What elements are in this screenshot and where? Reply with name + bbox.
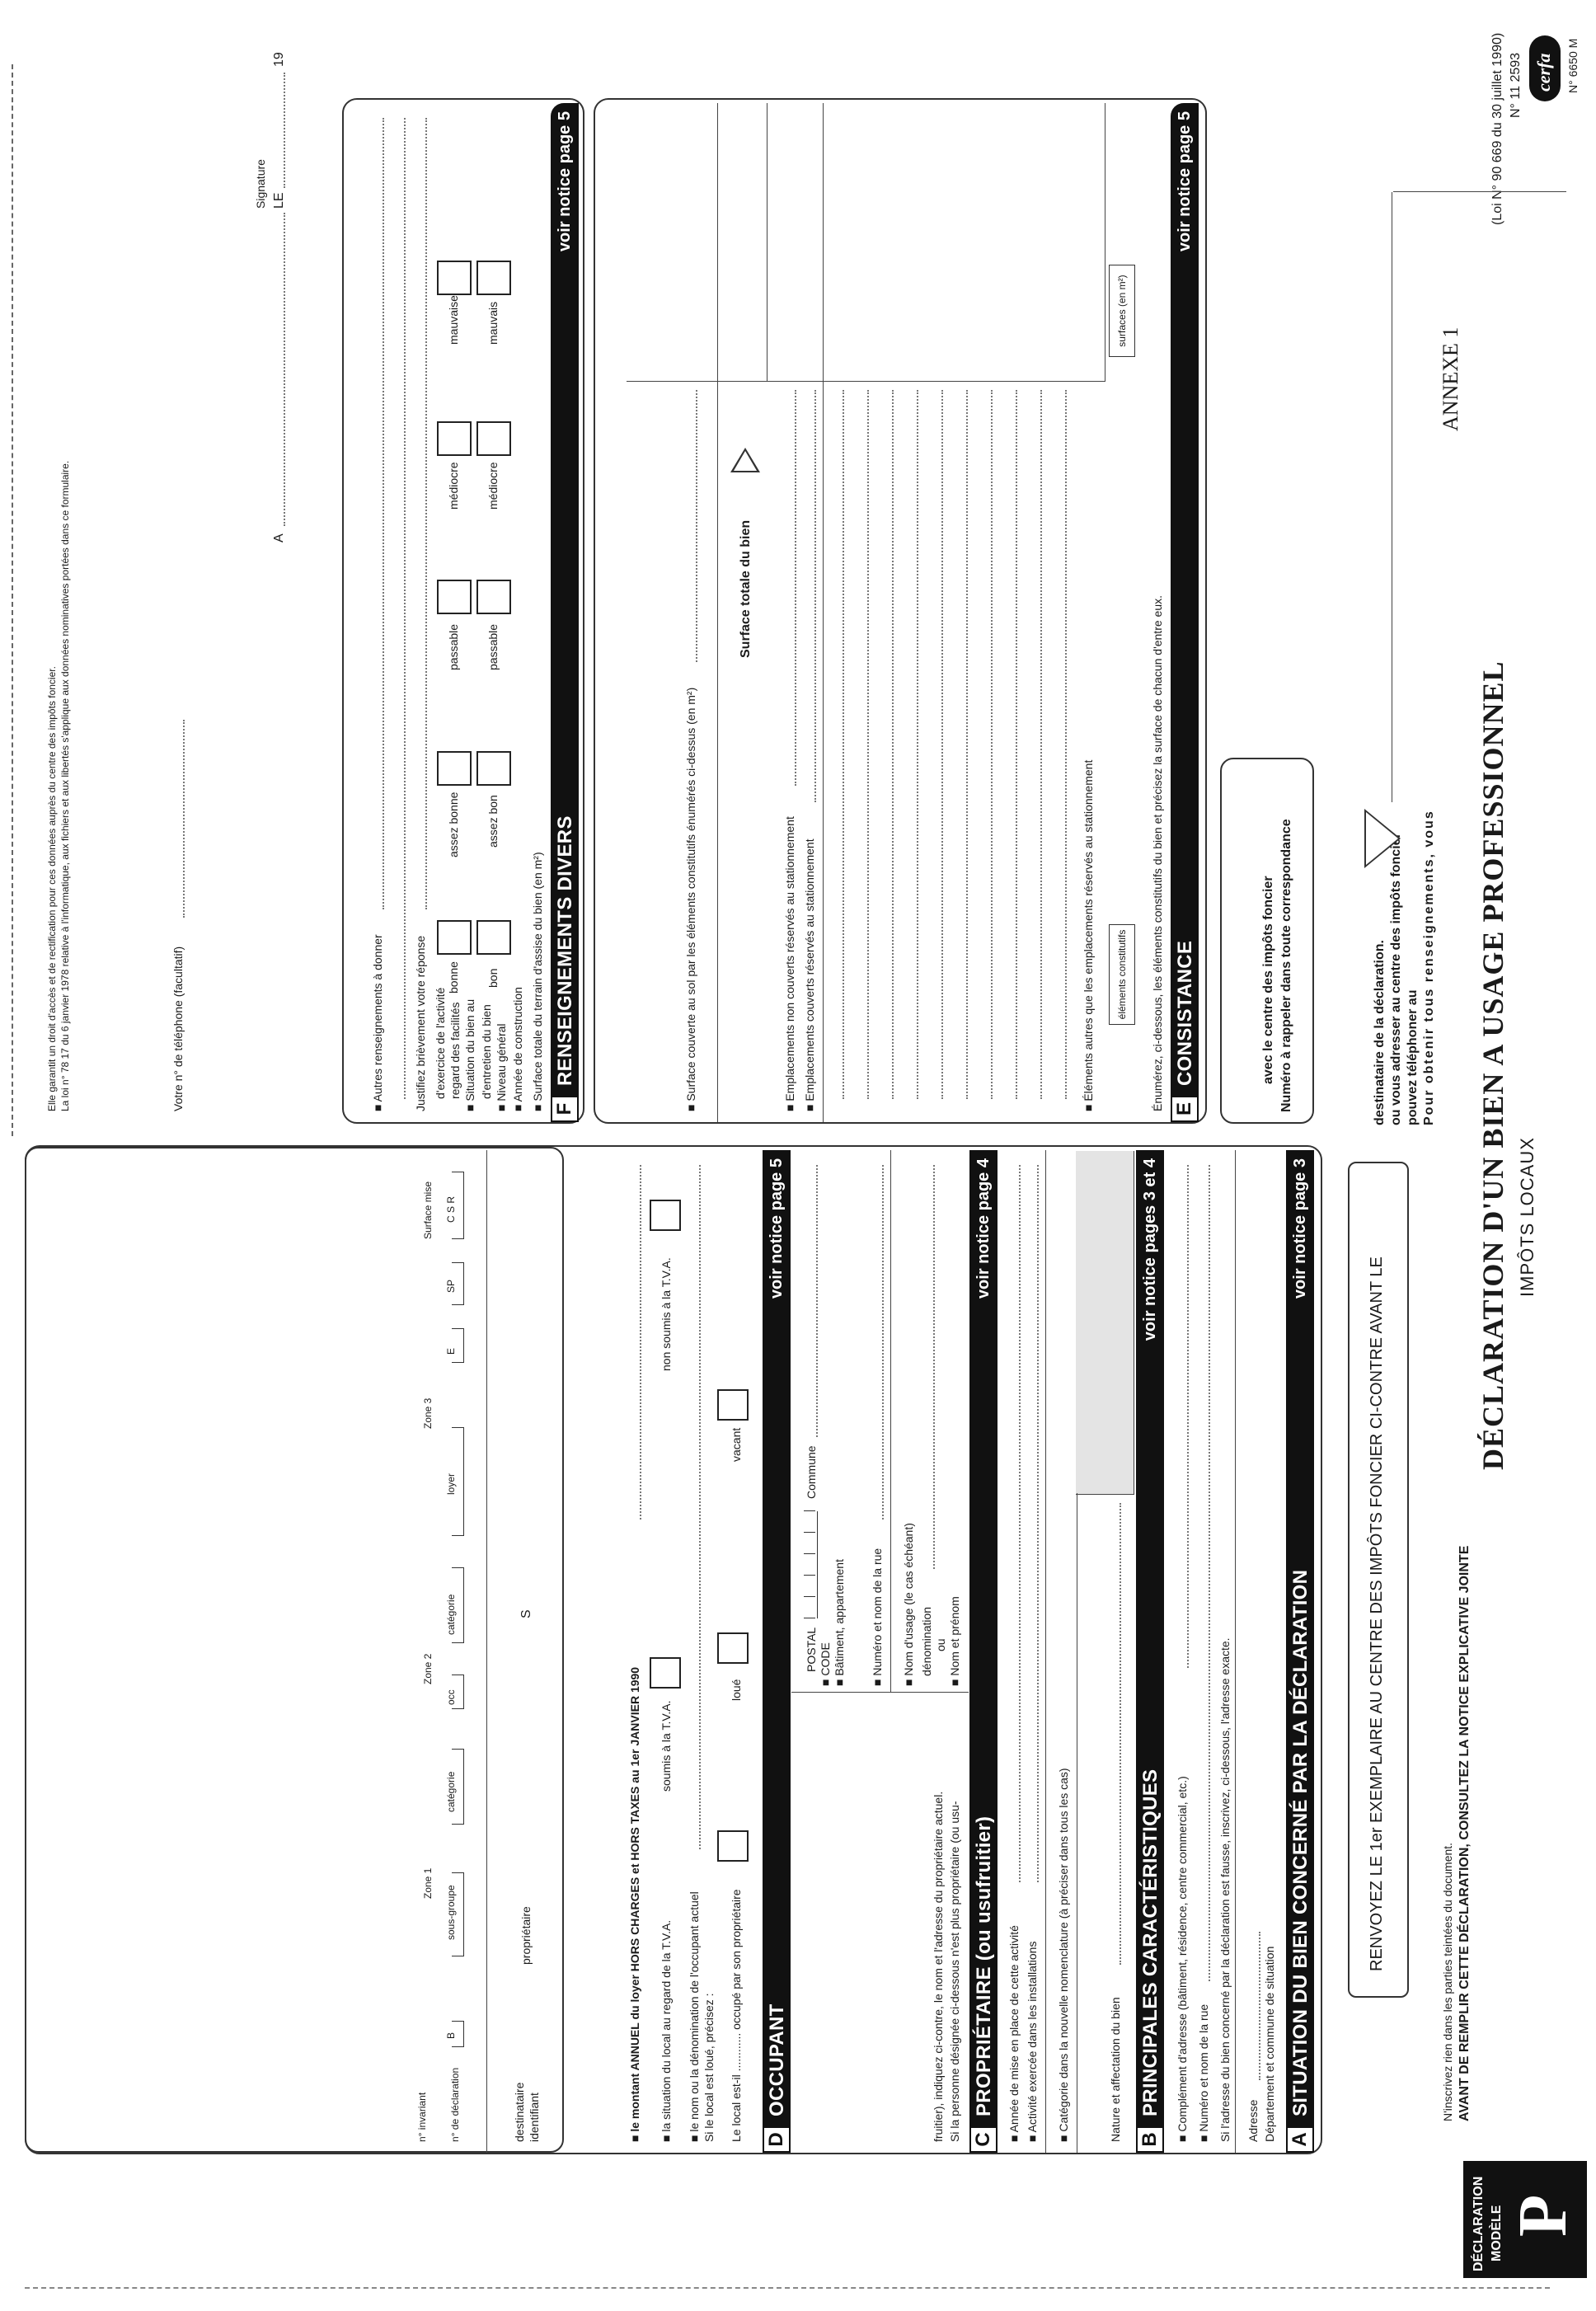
- id-loyer-field[interactable]: [452, 1427, 464, 1536]
- signature-year: 19: [272, 52, 286, 67]
- c-name-field[interactable]: [933, 1165, 935, 1569]
- f-r2-fair-checkbox[interactable]: [437, 580, 472, 614]
- e-instruction: Énumérez, ci-dessous, les éléments constitutifs du bien et précisez la surface de chacun d'entre eux.: [1151, 594, 1164, 1111]
- id-label-l2: destinataire: [513, 2082, 526, 2142]
- e-surfaces-header: surfaces (en m²): [1109, 265, 1135, 357]
- id-zone2-label: Zone 2: [422, 1653, 434, 1684]
- f-justify-field-2[interactable]: [404, 118, 406, 1099]
- section-a-letter: A: [1286, 2126, 1314, 2153]
- e-ground-surface-label: ■ Surface couverte au sol par les éléments constitutifs énumérés ci-dessus (en m²): [684, 687, 697, 1111]
- signature-label: Signature: [254, 159, 267, 209]
- section-f-letter: F: [551, 1096, 579, 1122]
- signature-date-label: LE: [272, 192, 286, 209]
- e-element-row-5[interactable]: [966, 390, 968, 1099]
- section-b-title: PRINCIPALES CARACTÉRISTIQUES: [1139, 1768, 1162, 2116]
- section-e-letter: E: [1171, 1096, 1199, 1122]
- f-r1-fair-checkbox[interactable]: [476, 580, 511, 614]
- c-commune-field[interactable]: [816, 1165, 818, 1437]
- id-label-l1: identifiant: [528, 2093, 541, 2142]
- f-other-info-label: ■ Autres renseignements à donner: [371, 934, 384, 1111]
- e-covered-parking-label: ■ Emplacements couverts réservés au stationnement: [803, 838, 816, 1111]
- c-street-label: ■ Numéro et nom de la rue: [871, 1548, 884, 1686]
- logo-line1: DÉCLARATION: [1472, 2176, 1486, 2271]
- section-a-notice: voir notice page 3: [1291, 1158, 1309, 1299]
- b-activity-label: ■ Activité exercée dans les installations: [1026, 1941, 1039, 2142]
- b-year-label: ■ Année de mise en place de cette activité: [1007, 1925, 1021, 2142]
- f-land-surface-label: ■ Surface totale du terrain d'assise du bien (en m²): [531, 852, 544, 1111]
- d-vat-subject-label: soumis à la T.V.A.: [660, 1700, 673, 1792]
- form-number: N° 6650 M: [1566, 38, 1580, 93]
- return-box: [1348, 1162, 1409, 1998]
- f-r1-fair-label: passable: [486, 623, 500, 670]
- e-ground-surface-field[interactable]: [696, 390, 697, 662]
- section-f-notice: voir notice page 5: [556, 111, 574, 252]
- annexe-label: ANNEXE 1: [1439, 326, 1462, 431]
- e-uncovered-parking-field[interactable]: [795, 390, 796, 786]
- id-occ-field[interactable]: [452, 1675, 464, 1709]
- a-complement-label: ■ Complément d'adresse (bâtiment, résidence, centre commercial, etc.): [1176, 1776, 1189, 2142]
- phone-info-l2: pouvez téléphoner au: [1406, 989, 1420, 1125]
- id-b-label: B: [445, 2032, 457, 2039]
- id-cat2-field[interactable]: [452, 1567, 464, 1643]
- c-denomination-label: dénomination: [920, 1606, 933, 1676]
- f-maintenance-label-b: d'entretien du bien: [480, 1004, 493, 1099]
- id-occ-label: occ: [445, 1689, 457, 1705]
- page-title: DÉCLARATION D'UN BIEN A USAGE PROFESSIONNEL: [1476, 660, 1509, 1470]
- c-note-l2: fruitier), indiquez ci-contre, le nom et l'adresse du propriétaire actuel.: [932, 1791, 945, 2142]
- c-code-label: ■ CODE: [819, 1642, 832, 1686]
- f-r2-fairly-good-checkbox[interactable]: [437, 751, 472, 786]
- f-r1-mediocre-checkbox[interactable]: [476, 421, 511, 456]
- b-category-label: ■ Catégorie dans la nouvelle nomenclature (à préciser dans tous les cas): [1057, 1768, 1070, 2142]
- d-vat-subject-checkbox[interactable]: [650, 1657, 681, 1689]
- section-f-header: [551, 103, 579, 1122]
- c-name-label: ■ Nom et prénom: [948, 1596, 961, 1686]
- f-r1-fairly-good-label: assez bon: [486, 795, 500, 848]
- section-b-header: [1136, 1150, 1164, 2153]
- section-b-letter: B: [1136, 2126, 1164, 2153]
- f-r2-good-checkbox[interactable]: [437, 920, 472, 955]
- phone-optional-label: Votre n° de téléphone (facultatif): [171, 946, 185, 1111]
- e-element-row-8[interactable]: [892, 390, 894, 1099]
- id-e-field[interactable]: [452, 1328, 464, 1363]
- f-justify-field[interactable]: [425, 118, 427, 909]
- id-b-field[interactable]: [452, 2021, 464, 2047]
- id-sp-field[interactable]: [452, 1262, 464, 1305]
- legal-notice-l2: Elle garantit un droit d'accès et de rectification pour ces données auprès du centre des impôts foncier.: [46, 666, 58, 1111]
- d-vacant-checkbox[interactable]: [717, 1389, 749, 1421]
- d-rent-field[interactable]: [640, 1165, 641, 1520]
- section-c-letter: C: [969, 2126, 998, 2153]
- f-r2-fair-label: passable: [447, 623, 460, 670]
- intro-line2: N'inscrivez rien dans les parties teintées du document.: [1441, 1842, 1454, 2121]
- f-r1-bad-label: mauvais: [486, 301, 500, 345]
- f-r2-bad-label: mauvaise: [447, 295, 460, 345]
- d-rented-label: loué: [730, 1679, 743, 1701]
- section-a-title: SITUATION DU BIEN CONCERNÉ PAR LA DÉCLARATION: [1289, 1569, 1312, 2116]
- e-element-row-7[interactable]: [917, 390, 918, 1099]
- section-d-title: OCCUPANT: [766, 2003, 788, 2116]
- e-element-row-2[interactable]: [1040, 390, 1042, 1099]
- phone-info-l1: Pour obtenir tous renseignements, vous: [1422, 810, 1436, 1125]
- f-r2-fairly-good-label: assez bonne: [447, 791, 460, 857]
- c-or-label: ou: [934, 1638, 947, 1651]
- id-subgroup-label: sous-groupe: [445, 1885, 457, 1940]
- b-activity-field[interactable]: [1037, 1165, 1039, 1882]
- section-c-title: PROPRIÉTAIRE (ou usufruitier): [973, 1815, 995, 2116]
- a-street-field[interactable]: [1209, 1165, 1210, 1981]
- f-r2-mediocre-label: médiocre: [447, 462, 460, 510]
- phone-optional-field[interactable]: [183, 720, 185, 918]
- e-element-row-10[interactable]: [843, 390, 844, 1099]
- id-e-label: E: [445, 1347, 457, 1355]
- id-cat1-label: catégorie: [445, 1771, 457, 1812]
- a-address-label: Adresse: [1246, 2099, 1260, 2142]
- d-owner-checkbox[interactable]: [717, 1830, 749, 1862]
- signature-place-field[interactable]: [284, 213, 285, 526]
- b-nature-label: Nature et affectation du bien: [1109, 1997, 1122, 2142]
- e-element-row-1[interactable]: [1065, 390, 1067, 1099]
- b-nature-field[interactable]: [1120, 1503, 1121, 1965]
- signature-place-label: A: [272, 533, 286, 543]
- id-surface-label: Surface mise: [422, 1181, 434, 1239]
- logo-letter: P: [1504, 2194, 1581, 2237]
- a-correction-note: Si l'adresse du bien concerné par la déclaration est fausse, inscrivez, ci-dessous, l'adresse exacte.: [1218, 1637, 1232, 2142]
- law-reference: (Loi N° 90 669 du 30 juillet 1990): [1490, 32, 1504, 225]
- id-subgroup-field[interactable]: [452, 1872, 464, 1956]
- tax-category: IMPÔTS LOCAUX: [1517, 1137, 1537, 1297]
- d-vat-not-subject-checkbox[interactable]: [650, 1200, 681, 1231]
- legal-notice-l1: La loi n° 78 17 du 6 janvier 1978 relative à l'informatique, aux fichiers et aux libertés s'applique aux données nominatives portées dans ce formulaire.: [59, 460, 71, 1111]
- section-a-header: [1286, 1150, 1314, 2153]
- e-element-row-6[interactable]: [941, 390, 943, 1099]
- form-logo: [1463, 2161, 1587, 2278]
- section-d-header: [763, 1150, 791, 2153]
- c-building-label: ■ Bâtiment, appartement: [833, 1559, 846, 1686]
- c-commune-label: Commune: [805, 1445, 818, 1499]
- e-element-row-9[interactable]: [867, 390, 869, 1099]
- phone-info-l4: destinataire de la déclaration.: [1373, 940, 1387, 1125]
- c-postal-code-field[interactable]: [804, 1511, 818, 1618]
- b-shaded-area: [1076, 1151, 1134, 1495]
- f-r2-good-label: bonne: [447, 961, 460, 993]
- f-r1-fairly-good-checkbox[interactable]: [476, 751, 511, 786]
- section-c-header: [969, 1150, 998, 2153]
- d-vat-not-subject-label: non soumis à la T.V.A.: [660, 1257, 673, 1371]
- c-usage-name-label: ■ Nom d'usage (le cas échéant): [902, 1523, 915, 1686]
- d-occupant-name-label: ■ le nom ou la dénomination de l'occupant actuel: [688, 1891, 701, 2142]
- f-r1-good-checkbox[interactable]: [476, 920, 511, 955]
- e-uncovered-parking-label: ■ Emplacements non couverts réservés au stationnement: [783, 816, 796, 1111]
- id-zone1-label: Zone 1: [422, 1867, 434, 1899]
- c-note-l1: Si la personne désignée ci-dessous n'est plus propriétaire (ou usu-: [948, 1801, 961, 2142]
- id-sp-label: SP: [445, 1279, 457, 1293]
- f-r1-mediocre-label: médiocre: [486, 462, 500, 510]
- d-occupant-name-field[interactable]: [699, 1165, 701, 1849]
- e-element-row-4[interactable]: [991, 390, 993, 1099]
- f-r2-bad-checkbox[interactable]: [437, 261, 472, 295]
- id-invariant-label: n° invariant: [416, 2092, 428, 2142]
- return-box-text: RENVOYEZ LE 1er EXEMPLAIRE AU CENTRE DES IMPÔTS FONCIER CI-CONTRE AVANT LE: [1368, 1256, 1386, 1971]
- section-b-notice: voir notice pages 3 et 4: [1141, 1158, 1159, 1341]
- f-justify-label: Justifiez brièvement votre réponse: [414, 935, 427, 1111]
- a-street-label: ■ Numéro et nom de la rue: [1197, 2003, 1210, 2142]
- f-situation-label-b: regard des facilités: [448, 1002, 462, 1099]
- c-postal-label: POSTAL: [805, 1627, 818, 1672]
- d-rent-label: ■ le montant ANNUEL du loyer HORS CHARGES et HORS TAXES au 1er JANVIER 1990: [628, 1666, 641, 2142]
- e-other-elements-label: ■ Éléments autres que les emplacements réservés au stationnement: [1082, 759, 1095, 1111]
- id-owner-label: propriétaire: [519, 1906, 533, 1965]
- a-address-field[interactable]: [1259, 1932, 1260, 2080]
- d-rented-precise: Si le local est loué, précisez :: [702, 1993, 716, 2142]
- id-cat1-field[interactable]: [452, 1749, 464, 1825]
- f-situation-label-a: ■ Situation du bien au: [463, 998, 476, 1111]
- section-e-notice: voir notice page 5: [1176, 111, 1194, 252]
- id-loyer-label: loyer: [445, 1473, 457, 1495]
- number-note-l2: avec le centre des impôts foncier: [1261, 876, 1275, 1084]
- section-d-letter: D: [763, 2126, 791, 2153]
- identification-box: [25, 1147, 564, 2153]
- logo-line2: MODÈLE: [1490, 2205, 1504, 2262]
- section-c-notice: voir notice page 4: [974, 1158, 993, 1299]
- section-e-header: [1171, 103, 1199, 1122]
- d-rented-checkbox[interactable]: [717, 1632, 749, 1664]
- f-other-info-field[interactable]: [383, 118, 384, 909]
- e-element-row-3[interactable]: [1016, 390, 1017, 1099]
- c-street-field[interactable]: [882, 1165, 884, 1520]
- cerfa-number: N° 11 2593: [1509, 52, 1523, 118]
- d-occupied-question: Le local est-il ............ occupé par son propriétaire: [730, 1889, 743, 2142]
- id-cat2-label: catégorie: [445, 1594, 457, 1635]
- f-r2-mediocre-checkbox[interactable]: [437, 421, 472, 456]
- section-e-title: CONSISTANCE: [1174, 940, 1196, 1086]
- a-dept-label: Département et commune de situation: [1263, 1946, 1276, 2142]
- intro-line1: AVANT DE REMPLIR CETTE DÉCLARATION, CONSULTEZ LA NOTICE EXPLICATIVE JOINTE: [1458, 1545, 1472, 2121]
- signature-date-field[interactable]: [284, 73, 285, 188]
- e-total-surface-label: Surface totale du bien: [739, 519, 753, 658]
- b-year-field[interactable]: [1019, 1165, 1021, 1882]
- f-r1-good-label: bon: [486, 968, 500, 988]
- section-d-notice: voir notice page 5: [767, 1158, 786, 1299]
- phone-info-l3: ou vous adresser au centre des impôts foncier: [1389, 833, 1403, 1125]
- correspondence-number-box: [1220, 758, 1314, 1124]
- id-s-label: S: [519, 1609, 533, 1618]
- d-vacant-label: vacant: [730, 1427, 743, 1462]
- a-complement-field[interactable]: [1187, 1165, 1189, 1668]
- d-vat-label: ■ la situation du local au regard de la T.V.A.: [660, 1919, 673, 2142]
- f-r1-bad-checkbox[interactable]: [476, 261, 511, 295]
- cerfa-logo: cerfa: [1529, 35, 1561, 101]
- e-elements-header: éléments constitutifs: [1109, 924, 1135, 1025]
- id-csr-field[interactable]: [452, 1172, 464, 1239]
- f-maintenance-label-a: ■ Niveau général: [495, 1023, 508, 1111]
- f-situation-label-c: d'exercice de l'activité: [434, 987, 447, 1099]
- number-note-l1: Numéro à rappeler dans toute correspondance: [1279, 819, 1293, 1112]
- e-covered-parking-field[interactable]: [814, 390, 816, 802]
- section-f-title: RENSEIGNEMENTS DIVERS: [554, 815, 576, 1086]
- id-zone3-label: Zone 3: [422, 1397, 434, 1429]
- id-decl-label: n° de déclaration: [449, 2067, 461, 2142]
- f-construction-year-label: ■ Année de construction: [511, 987, 524, 1111]
- id-csr-label: C S R: [445, 1195, 457, 1223]
